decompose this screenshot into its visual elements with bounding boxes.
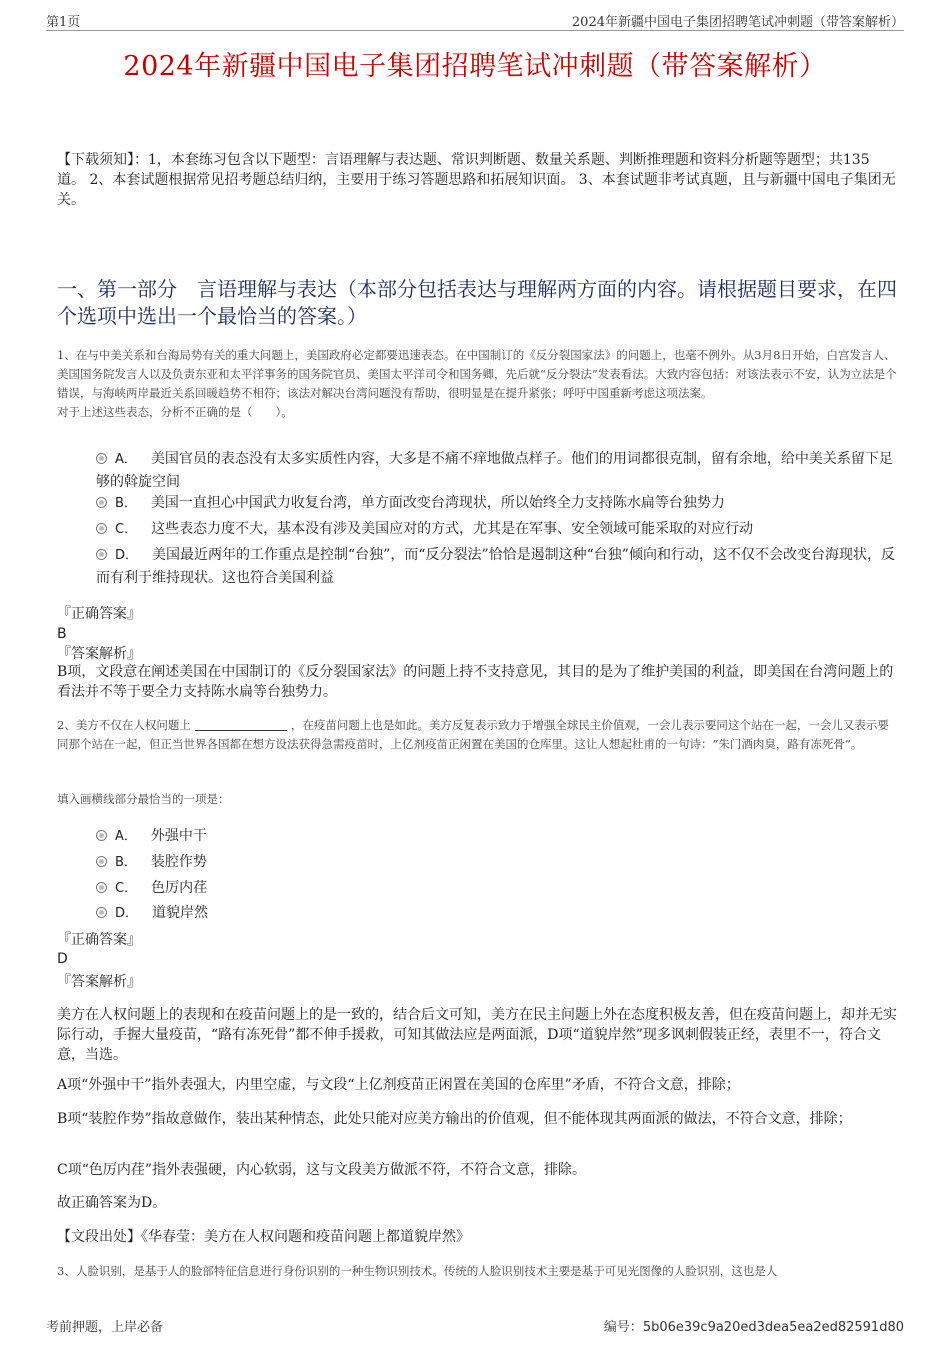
footer-code-label: 编号： [603,1320,643,1335]
option-letter: B． [115,496,137,511]
question-2-answer: D [57,951,68,967]
option-letter: B． [115,855,137,870]
footer-slogan: 考前押题，上岸必备 [46,1320,164,1335]
footer-code-value: 5b06e39c9a20ed3dea5ea2ed82591d80 [642,1320,904,1335]
question-2-option-d[interactable] [96,902,896,925]
radio-icon[interactable] [96,523,107,534]
option-letter: A． [115,829,137,844]
question-2-stem-a: 2、美方不仅在人权问题上 [57,718,191,732]
radio-icon[interactable] [96,549,107,560]
radio-icon[interactable] [96,453,107,464]
question-2-option-b[interactable] [96,851,896,874]
option-letter: D． [115,548,139,563]
question-3-stem: 3、人脸识别，是基于人的脸部特征信息进行身份识别的一种生物识别技术。传统的人脸识别技术主要是基于可见光图像的人脸识别，这也是人 [57,1264,778,1278]
question-1-option-b[interactable] [96,492,896,515]
option-text: 道貌岸然 [152,905,209,921]
question-2-option-c[interactable] [96,877,896,900]
option-letter: A． [115,452,137,467]
header-title: 2024年新疆中国电子集团招聘笔试冲刺题（带答案解析） [571,15,904,30]
question-2-analysis-c: C项“色厉内荏”指外表强硬，内心软弱，这与文段美方做派不符，不符合文意，排除。 [57,1162,587,1178]
option-letter: C． [115,881,138,896]
question-2-analysis-a: A项“外强中干”指外表强大，内里空虚，与文段“上亿剂疫苗正闲置在美国的仓库里”矛盾，不符合文意，排除； [57,1077,740,1093]
radio-icon[interactable] [96,882,107,893]
question-2-conclusion: 故正确答案为D。 [57,1195,167,1211]
radio-icon[interactable] [96,497,107,508]
option-text: 装腔作势 [150,854,207,870]
question-1-stem [57,346,897,422]
question-2-analysis-b: B项“装腔作势”指故意做作，装出某种情态，此处只能对应美方输出的价值观，但不能体现其两面派的做法，不符合文意，排除； [57,1111,852,1127]
option-letter: C． [115,522,138,537]
question-1-answer-label: 『正确答案』 [57,606,141,622]
question-2-option-a[interactable] [96,825,896,848]
question-2-ask: 填入画横线部分最恰当的一项是： [57,792,230,806]
option-text: 外强中干 [150,828,207,844]
page-header [46,8,904,31]
radio-icon[interactable] [96,856,107,867]
question-2-analysis-main: 美方在人权问题上的表现和在疫苗问题上的是一致的，结合后文可知，美方在民主问题上外在态度积极友善，但在疫苗问题上，却并无实际行动，手握大量疫苗，“路有冻死骨”都不伸手援救，可知其做法应是两面派，D项“道貌岸然”现多讽刺假装正经，表里不一，符合文意，当选。 [57,1007,897,1063]
question-1-analysis: B项，文段意在阐述美国在中国制订的《反分裂国家法》的问题上持不支持意见，其目的是为了维护美国的利益，即美国在台湾问题上的看法并不等于要全力支持陈水扁等台独势力。 [57,664,894,700]
page-number: 第1页 [46,15,81,30]
question-2-source: 【文段出处】《华春莹：美方在人权问题和疫苗问题上都道貌岸然》 [57,1229,470,1245]
fill-blank[interactable] [195,718,287,731]
question-2-answer-label: 『正确答案』 [57,932,141,948]
download-notice: 【下载须知】：1，本套练习包含以下题型：言语理解与表达题、常识判断题、数量关系题、判断推理题和资料分析题等题型；共135道。 2、本套试题根据常见招考题总结归纳，主要用于练习答题思路和拓展知识面。 3、本套试题非考试真题，且与新疆中国电子集团无关。 [57,152,896,208]
option-text: 美国最近两年的工作重点是控制“台独”，而“反分裂法”恰恰是遏制这种“台独”倾向和行动，这不仅不会改变台海现状，反而有利于维持现状。这也符合美国利益 [96,547,895,586]
question-1-option-a[interactable] [96,448,896,493]
document-title: 2024年新疆中国电子集团招聘笔试冲刺题（带答案解析） [123,51,827,82]
section-heading: 一、第一部分 言语理解与表达（本部分包括表达与理解两方面的内容。请根据题目要求，在四个选项中选出一个最恰当的答案。） [57,277,897,328]
question-1-ask: 对于上述这些表态，分析不正确的是（ ）。 [57,405,293,419]
question-2-stem-b: ，在疫苗问题上也是如此。美方反复表示致力于增强全球民主价值观，一会儿表示要同这个站在一起，一会儿又表示要同那个站在一起，但正当世界各国都在想方设法获得急需疫苗时，上亿剂疫苗正闲置在美国的仓库里。这让人想起杜甫的一句诗：“朱门酒肉臭，路有冻死骨”。 [57,718,889,751]
question-2-stem [57,716,897,754]
option-text: 美国官员的表态没有太多实质性内容，大多是不痛不痒地做点样子。他们的用词都很克制，留有余地，给中美关系留下足够的斡旋空间 [96,451,893,490]
option-letter: D． [115,906,139,921]
option-text: 这些表态力度不大，基本没有涉及美国应对的方式，尤其是在军事、安全领域可能采取的对应行动 [151,521,754,537]
question-1-analysis-label: 『答案解析』 [57,646,141,662]
question-1-text: 1、在与中美关系和台海局势有关的重大问题上，美国政府必定都要迅速表态。在中国制订的《反分裂国家法》的问题上，也毫不例外。从3月8日开始，白宫发言人、美国国务院发言人以及负责东亚和太平洋事务的国务院官员、美国太平洋司令和国务卿，先后就“反分裂法”发表看法。大致内容包括：对该法表示不安，认为立法是个错误，与海峡两岸最近关系回暖趋势不相符；该法对解决台湾问题没有帮助，很明显是在提升紧张；呼吁中国重新考虑这项法案。 [57,348,897,400]
question-1-option-d[interactable] [96,544,896,589]
radio-icon[interactable] [96,830,107,841]
footer-code [604,1316,904,1335]
option-text: 色厉内荏 [151,880,208,896]
question-1-answer: B [57,626,67,642]
question-1-option-c[interactable] [96,518,896,541]
option-text: 美国一直担心中国武力收复台湾，单方面改变台湾现状，所以始终全力支持陈水扁等台独势力 [150,495,725,511]
question-2-analysis-label: 『答案解析』 [57,974,141,990]
radio-icon[interactable] [96,907,107,918]
